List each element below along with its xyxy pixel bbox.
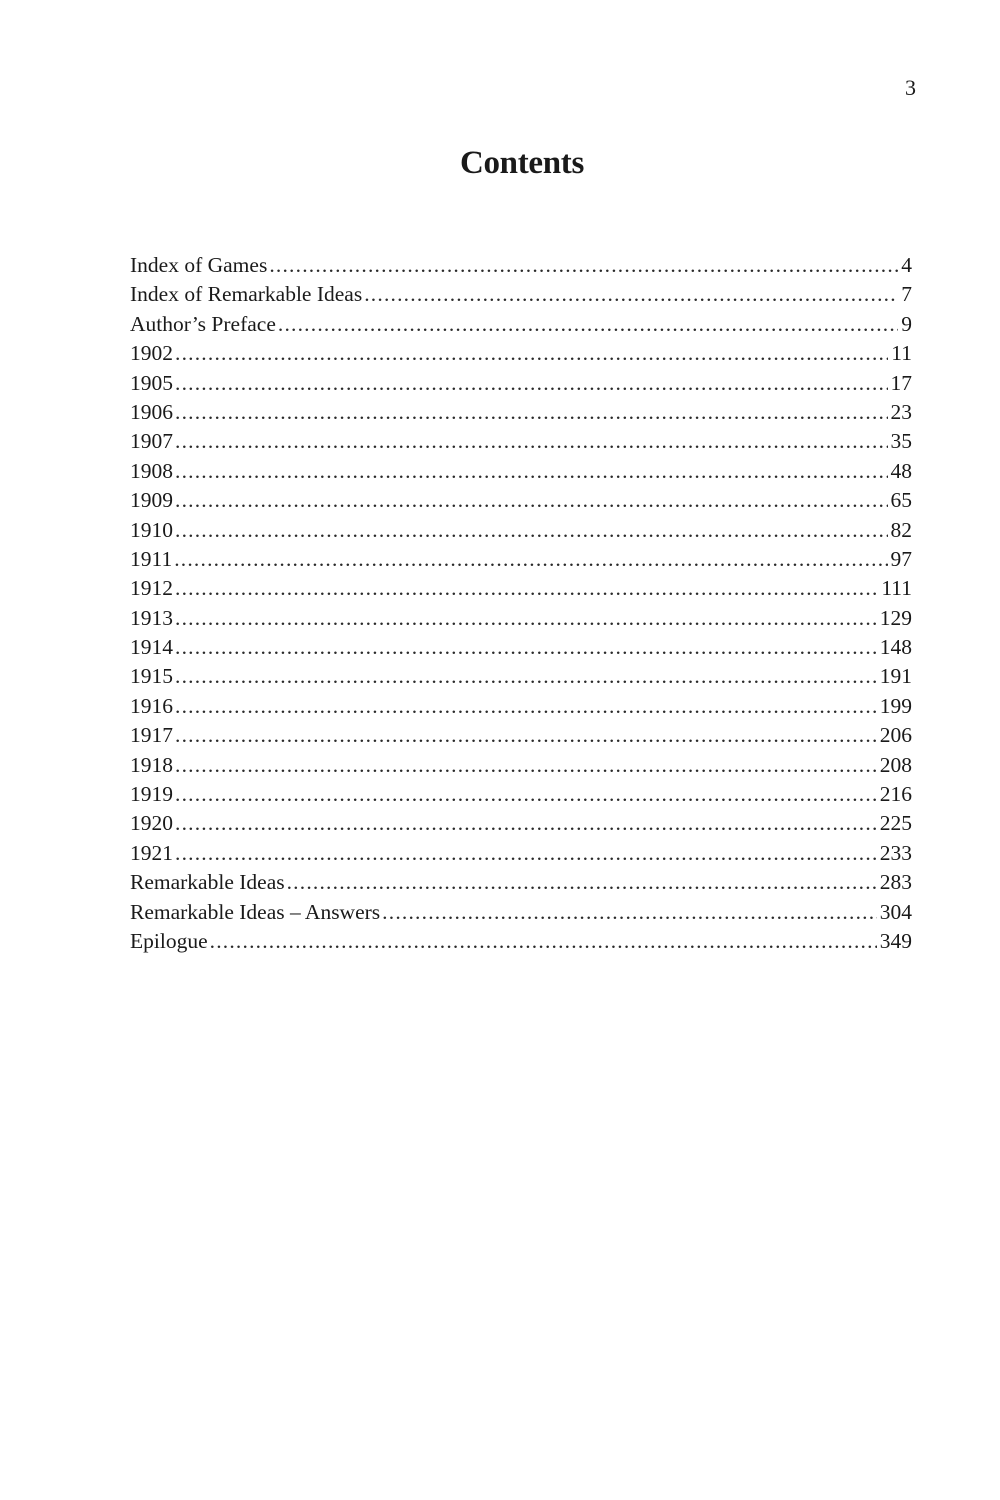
toc-entry[interactable] bbox=[130, 427, 912, 456]
dot-leader bbox=[175, 369, 888, 398]
toc-entry-page: 199 bbox=[879, 693, 912, 718]
toc-entry[interactable] bbox=[130, 545, 912, 574]
toc-entry[interactable] bbox=[130, 280, 912, 309]
toc-entry-page: 35 bbox=[890, 429, 912, 454]
dot-leader bbox=[175, 751, 877, 780]
dot-leader bbox=[175, 604, 877, 633]
toc-entry[interactable] bbox=[130, 633, 912, 662]
dot-leader bbox=[210, 927, 877, 956]
toc-entry-page: 97 bbox=[890, 546, 912, 571]
toc-entry[interactable] bbox=[130, 457, 912, 486]
dot-leader bbox=[175, 839, 877, 868]
toc-entry-label: Remarkable Ideas bbox=[130, 870, 285, 895]
page-title: Contents bbox=[459, 145, 585, 181]
dot-leader bbox=[269, 251, 898, 280]
toc-entry-label: 1911 bbox=[130, 546, 173, 571]
dot-leader bbox=[175, 427, 888, 456]
toc-entry-label: 1908 bbox=[130, 458, 173, 483]
toc-entry-label: 1909 bbox=[130, 488, 173, 513]
toc-entry[interactable] bbox=[130, 839, 912, 868]
toc-entry-label: Author’s Preface bbox=[130, 311, 276, 336]
dot-leader bbox=[175, 721, 877, 750]
toc-entry-label: 1905 bbox=[130, 370, 173, 395]
toc-entry-label: 1921 bbox=[130, 840, 173, 865]
toc-entry-label: 1917 bbox=[130, 723, 173, 748]
page-number: 3 bbox=[905, 75, 916, 100]
toc-entry-label: 1912 bbox=[130, 576, 173, 601]
toc-entry-label: 1919 bbox=[130, 782, 173, 807]
dot-leader bbox=[278, 310, 898, 339]
toc-entry-page: 7 bbox=[901, 282, 912, 307]
toc-entry-page: 191 bbox=[879, 664, 912, 689]
toc-entry-label: 1916 bbox=[130, 693, 173, 718]
dot-leader bbox=[175, 780, 877, 809]
table-of-contents bbox=[130, 251, 912, 956]
toc-entry-label: 1913 bbox=[130, 605, 173, 630]
toc-entry[interactable] bbox=[130, 927, 912, 956]
toc-entry-page: 65 bbox=[890, 488, 912, 513]
toc-entry[interactable] bbox=[130, 574, 912, 603]
toc-entry[interactable] bbox=[130, 898, 912, 927]
toc-entry-label: 1906 bbox=[130, 399, 173, 424]
toc-entry-label: Index of Remarkable Ideas bbox=[130, 282, 363, 307]
dot-leader bbox=[175, 457, 888, 486]
toc-entry[interactable] bbox=[130, 486, 912, 515]
dot-leader bbox=[175, 398, 888, 427]
toc-entry[interactable] bbox=[130, 780, 912, 809]
toc-entry-label: Epilogue bbox=[130, 928, 208, 953]
toc-entry[interactable] bbox=[130, 339, 912, 368]
dot-leader bbox=[175, 809, 877, 838]
toc-entry[interactable] bbox=[130, 692, 912, 721]
dot-leader bbox=[364, 280, 898, 309]
toc-entry-page: 304 bbox=[879, 899, 912, 924]
toc-entry-page: 216 bbox=[879, 782, 912, 807]
toc-entry[interactable] bbox=[130, 809, 912, 838]
toc-entry[interactable] bbox=[130, 751, 912, 780]
toc-entry-label: 1920 bbox=[130, 811, 173, 836]
toc-entry[interactable] bbox=[130, 251, 912, 280]
toc-entry-page: 129 bbox=[879, 605, 912, 630]
toc-entry-label: 1907 bbox=[130, 429, 173, 454]
toc-entry-page: 349 bbox=[879, 928, 912, 953]
dot-leader bbox=[175, 574, 878, 603]
toc-entry-page: 283 bbox=[879, 870, 912, 895]
dot-leader bbox=[175, 339, 888, 368]
toc-entry[interactable] bbox=[130, 369, 912, 398]
dot-leader bbox=[175, 486, 888, 515]
toc-entry[interactable] bbox=[130, 604, 912, 633]
toc-entry-page: 225 bbox=[879, 811, 912, 836]
dot-leader bbox=[175, 662, 877, 691]
toc-entry-page: 233 bbox=[879, 840, 912, 865]
dot-leader bbox=[382, 898, 877, 927]
dot-leader bbox=[174, 545, 887, 574]
toc-entry-page: 82 bbox=[890, 517, 912, 542]
toc-entry-page: 9 bbox=[901, 311, 912, 336]
toc-entry-page: 208 bbox=[879, 752, 912, 777]
toc-entry-page: 206 bbox=[879, 723, 912, 748]
toc-entry-label: 1902 bbox=[130, 341, 173, 366]
dot-leader bbox=[287, 868, 877, 897]
toc-entry-label: Index of Games bbox=[130, 253, 268, 277]
toc-entry[interactable] bbox=[130, 868, 912, 897]
toc-entry[interactable] bbox=[130, 721, 912, 750]
toc-entry-page: 4 bbox=[901, 253, 912, 277]
toc-entry-page: 23 bbox=[890, 399, 912, 424]
toc-entry-page: 11 bbox=[891, 341, 912, 366]
toc-entry-page: 48 bbox=[890, 458, 912, 483]
toc-entry-label: Remarkable Ideas – Answers bbox=[130, 899, 381, 924]
dot-leader bbox=[175, 692, 877, 721]
toc-entry-page: 17 bbox=[890, 370, 912, 395]
dot-leader bbox=[175, 516, 888, 545]
toc-entry[interactable] bbox=[130, 310, 912, 339]
toc-entry-label: 1914 bbox=[130, 635, 173, 660]
toc-entry-label: 1910 bbox=[130, 517, 173, 542]
toc-entry[interactable] bbox=[130, 516, 912, 545]
dot-leader bbox=[175, 633, 877, 662]
toc-entry-page: 148 bbox=[879, 635, 912, 660]
toc-entry[interactable] bbox=[130, 662, 912, 691]
toc-entry[interactable] bbox=[130, 398, 912, 427]
toc-entry-label: 1918 bbox=[130, 752, 173, 777]
toc-entry-label: 1915 bbox=[130, 664, 173, 689]
toc-entry-page: 111 bbox=[881, 576, 912, 601]
